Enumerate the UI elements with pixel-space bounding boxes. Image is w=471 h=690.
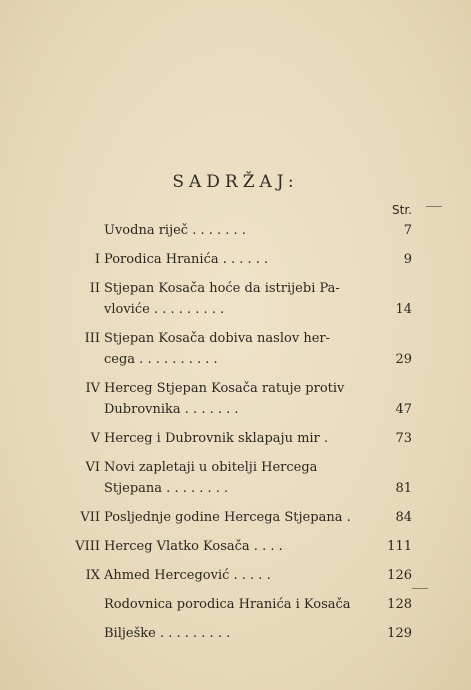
toc-entry bbox=[70, 536, 412, 557]
chapter-title-line: Stjepana . . . . . . . . bbox=[104, 481, 229, 496]
toc-entry bbox=[70, 220, 412, 241]
chapter-title bbox=[104, 428, 382, 449]
chapter-number bbox=[70, 623, 104, 644]
chapter-number: VII bbox=[80, 510, 100, 525]
chapter-number: I bbox=[94, 252, 100, 267]
page-column-label: Str. bbox=[392, 203, 412, 217]
chapter-title bbox=[104, 378, 382, 420]
chapter-title bbox=[104, 565, 382, 586]
page-number: 7 bbox=[403, 223, 412, 238]
page-number: 47 bbox=[395, 402, 412, 417]
chapter-title-line: Herceg Stjepan Kosača ratuje protiv bbox=[104, 381, 345, 396]
chapter-title-line: Rodovnica porodica Hranića i Kosača bbox=[104, 597, 351, 612]
chapter-number: II bbox=[89, 281, 100, 296]
chapter-title-line: Posljednje godine Hercega Stjepana . bbox=[104, 510, 351, 525]
margin-pencil-mark bbox=[412, 588, 428, 589]
toc-entry bbox=[70, 328, 412, 370]
chapter-title bbox=[104, 220, 382, 241]
chapter-title bbox=[104, 594, 382, 615]
page-number: 128 bbox=[387, 597, 412, 612]
chapter-number bbox=[70, 594, 104, 615]
toc-entry bbox=[70, 428, 412, 449]
chapter-title bbox=[104, 278, 382, 320]
page-number: 73 bbox=[395, 431, 412, 446]
chapter-title-line: Uvodna riječ . . . . . . . bbox=[104, 223, 246, 238]
chapter-title-line: vloviće . . . . . . . . . bbox=[104, 302, 225, 317]
toc-entry bbox=[70, 507, 412, 528]
toc-entry bbox=[70, 623, 412, 644]
chapter-title-line: Ahmed Hercegović . . . . . bbox=[104, 568, 271, 583]
chapter-number: IX bbox=[85, 568, 100, 583]
chapter-title-line: Herceg i Dubrovnik sklapaju mir . bbox=[104, 431, 329, 446]
toc-entry bbox=[70, 249, 412, 270]
page-number: 111 bbox=[387, 539, 412, 554]
chapter-title bbox=[104, 507, 382, 528]
page-title: SADRŽAJ: bbox=[172, 172, 299, 192]
page-number: 129 bbox=[387, 626, 412, 641]
chapter-title-line: Herceg Vlatko Kosača . . . . bbox=[104, 539, 283, 554]
chapter-title bbox=[104, 623, 382, 644]
chapter-number bbox=[70, 220, 104, 241]
chapter-number: V bbox=[90, 431, 100, 446]
chapter-title-line: Novi zapletaji u obitelji Hercega bbox=[104, 460, 318, 475]
toc-entry bbox=[70, 594, 412, 615]
chapter-title-line: Dubrovnika . . . . . . . bbox=[104, 402, 239, 417]
toc-entry bbox=[70, 457, 412, 499]
toc-entry bbox=[70, 565, 412, 586]
chapter-title-line: Bilješke . . . . . . . . . bbox=[104, 626, 231, 641]
chapter-title-line: cega . . . . . . . . . . bbox=[104, 352, 218, 367]
chapter-number: VI bbox=[85, 460, 100, 475]
page-number: 81 bbox=[395, 481, 412, 496]
chapter-title-line: Porodica Hranića . . . . . . bbox=[104, 252, 269, 267]
chapter-title bbox=[104, 249, 382, 270]
page-number: 29 bbox=[395, 352, 412, 367]
chapter-title-line: Stjepan Kosača dobiva naslov her- bbox=[104, 331, 330, 346]
page-number: 126 bbox=[387, 568, 412, 583]
table-of-contents bbox=[70, 200, 412, 652]
page-number: 84 bbox=[395, 510, 412, 525]
page-number: 14 bbox=[395, 302, 412, 317]
chapter-title-line: Stjepan Kosača hoće da istrijebi Pa- bbox=[104, 281, 340, 296]
chapter-title bbox=[104, 457, 382, 499]
chapter-number: III bbox=[84, 331, 100, 346]
chapter-number: VIII bbox=[75, 539, 100, 554]
chapter-number: IV bbox=[85, 381, 100, 396]
chapter-title bbox=[104, 328, 382, 370]
page-number: 9 bbox=[403, 252, 412, 267]
toc-entry bbox=[70, 278, 412, 320]
margin-pencil-mark bbox=[426, 206, 442, 207]
toc-entry bbox=[70, 378, 412, 420]
chapter-title bbox=[104, 536, 382, 557]
